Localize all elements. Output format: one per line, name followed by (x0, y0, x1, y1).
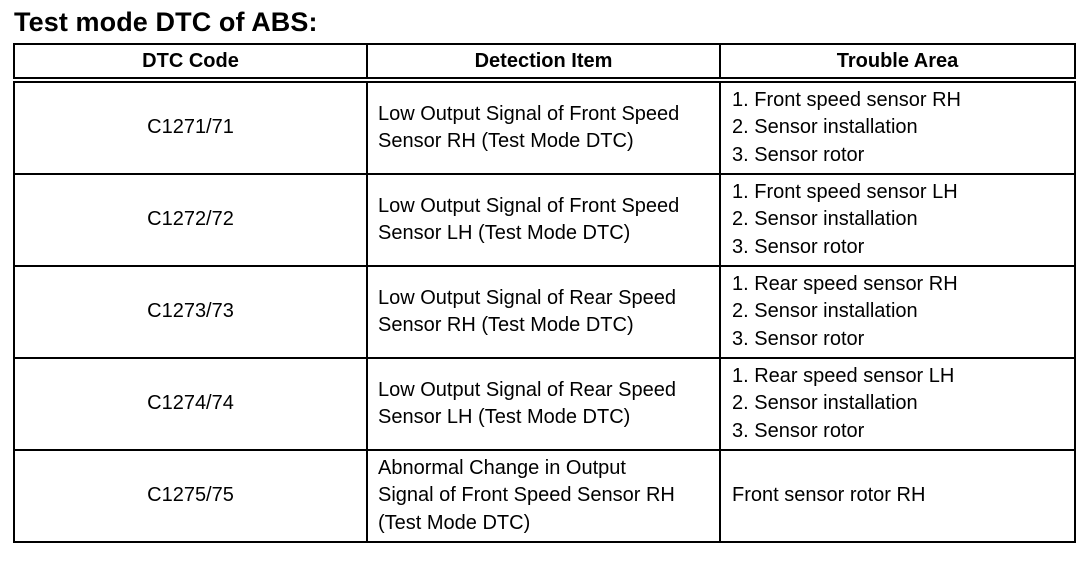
trouble-area-cell (720, 450, 1075, 542)
detection-item-line: Low Output Signal of Front Speed (378, 102, 680, 125)
detection-item-cell (367, 266, 720, 358)
dtc-code-cell: C1275/75 (14, 450, 367, 542)
detection-item-line: Sensor RH (Test Mode DTC) (378, 130, 634, 152)
trouble-area-line: 1. Front speed sensor LH (732, 180, 958, 203)
dtc-code-cell: C1273/73 (14, 266, 367, 358)
table-row (14, 266, 1075, 358)
trouble-area-line: 2. Sensor installation (732, 300, 918, 323)
trouble-area-line: 3. Sensor rotor (732, 327, 865, 350)
detection-item-line: Abnormal Change in Output (378, 456, 626, 479)
table-row (14, 174, 1075, 266)
detection-item-cell (367, 450, 720, 542)
header-detection-item: Detection Item (367, 44, 720, 80)
detection-item-line: Sensor LH (Test Mode DTC) (378, 222, 631, 244)
detection-item-cell (367, 80, 720, 174)
dtc-code-cell: C1272/72 (14, 174, 367, 266)
detection-item-line: Low Output Signal of Rear Speed (378, 286, 676, 309)
trouble-area-line: 2. Sensor installation (732, 208, 918, 231)
detection-item-cell (367, 174, 720, 266)
detection-item-line: Sensor LH (Test Mode DTC) (378, 406, 631, 428)
detection-item-line: (Test Mode DTC) (378, 511, 531, 534)
table-header-row (14, 44, 1075, 80)
trouble-area-line: 1. Front speed sensor RH (732, 88, 961, 111)
trouble-area-line: 3. Sensor rotor (732, 143, 865, 166)
detection-item-cell (367, 358, 720, 450)
trouble-area-line: 2. Sensor installation (732, 116, 918, 139)
detection-item-line: Sensor RH (Test Mode DTC) (378, 314, 634, 336)
page-title: Test mode DTC of ABS: (14, 7, 318, 37)
trouble-area-line: 1. Rear speed sensor LH (732, 364, 955, 387)
trouble-area-line: 1. Rear speed sensor RH (732, 272, 958, 295)
dtc-table (13, 43, 1076, 543)
trouble-area-line: 2. Sensor installation (732, 392, 918, 415)
trouble-area-cell (720, 266, 1075, 358)
table-body (14, 80, 1075, 542)
trouble-area-cell (720, 80, 1075, 174)
trouble-area-line: 3. Sensor rotor (732, 419, 865, 442)
detection-item-line: Low Output Signal of Rear Speed (378, 378, 676, 401)
table-row (14, 450, 1075, 542)
dtc-code-cell: C1274/74 (14, 358, 367, 450)
trouble-area-line: Front sensor rotor RH (732, 484, 926, 507)
trouble-area-cell (720, 358, 1075, 450)
detection-item-line: Low Output Signal of Front Speed (378, 194, 680, 217)
table-row (14, 358, 1075, 450)
trouble-area-cell (720, 174, 1075, 266)
detection-item-line: Signal of Front Speed Sensor RH (378, 484, 675, 507)
dtc-code-cell: C1271/71 (14, 80, 367, 174)
table-row (14, 80, 1075, 174)
trouble-area-line: 3. Sensor rotor (732, 235, 865, 258)
header-dtc-code: DTC Code (14, 44, 367, 80)
header-trouble-area: Trouble Area (720, 44, 1075, 80)
